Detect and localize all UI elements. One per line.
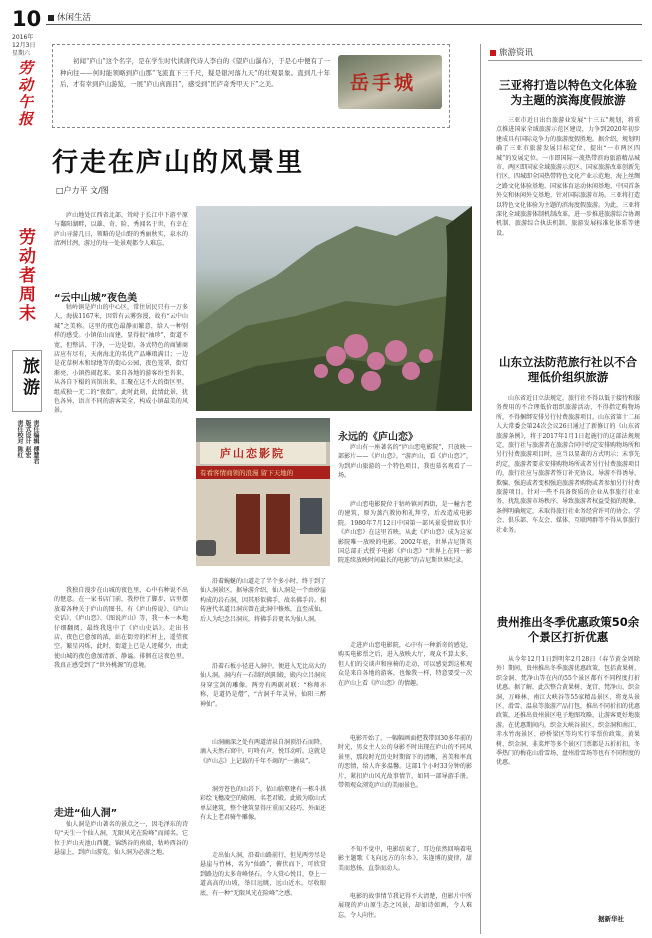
- article-title: 行走在庐山的风景里: [52, 148, 305, 178]
- cinema-photo: [196, 418, 330, 566]
- news-headline-shandong: 山东立法防范旅行社以不合理低价组织旅游: [499, 355, 637, 384]
- col3-para3: 走进庐山恋电影院，心中有一种新奇的感觉，购买电影票之后，进入放映大厅，观众不算太多，但人们的交谈声和座椅的走动，可以感觉到这栋观众是来自各地的游客，也像我一样，特意要受一次在庐山上看《庐山恋》的情趣。: [338, 642, 472, 687]
- subhead-cloud-city: “云中山城”夜色美: [54, 293, 138, 304]
- col3-para4: 电影开始了，一幅幅画面把我带回30多年前的时光，男女主人公的身影不时出现在庐山的不同风景里，那段时光历史时期留下的清晰，善美和率真的恋情，给人许多温馨。这部1个小时33分钟的影片，紧扣庐山风光故事情节，如同一部导游手册，带领观众浏览庐山的美丽景色。: [338, 735, 472, 790]
- section-square-icon: [48, 15, 54, 21]
- intro-text: 初闻“庐山”这个名字，是在学生时代读唐代诗人李白的《望庐山瀑布》，于是心中便有了一种向往——何时能领略到庐山那“飞流直下三千尺，疑是银河落九天”的壮观景象。直到几十年后，才有幸到庐山游览，一展“庐山真面目”，感受到“匡庐奇秀甲天下”之美。: [60, 57, 330, 88]
- news-header: 旅游资讯: [499, 48, 534, 58]
- col2-para4: 洞旁苍色的山岩下，依山临壑建有一栋斗拱彩绘飞檐凌空的殿阁，名老君殿。此殿为歇山式单层建筑，整个建筑显得庄重而又轻巧，外面还有太上老君骑牛雕像。: [200, 786, 326, 822]
- travel-label-box: [12, 350, 42, 412]
- credit-3: 责任校对 陈红: [16, 420, 23, 459]
- subhead-lushan-love: 永远的《庐山恋》: [338, 432, 418, 443]
- col2-para1: 沿着蜿蜒的山道走了半个多小时，终于到了仙人洞景区。据导游介绍，仙人洞是一个由砂崖构成的岩石洞，因其形似佛手，故名佛手岩。相传唐代名道吕洞宾曾在此洞中修炼，直至成仙，后人为纪念吕洞宾，将佛手岩更名为仙人洞。: [200, 578, 326, 623]
- cinema-sign-text: 庐山恋影院: [220, 447, 285, 460]
- mountain-illustration: [196, 206, 472, 411]
- column-divider: [480, 44, 481, 934]
- news-headline-sanya: 三亚将打造以特色文化体验为主题的滨海度假旅游: [499, 78, 637, 107]
- col1-para1: 庐山地处江西省北部，耸峙于长江中下游平原与鄱阳湖畔，以雄、奇、险、秀闻名于世，有幸在庐山寻游几日，领略的是山野的秀丽秋实，泉水的清冽甘洌，游过的每一处景观都令人难忘。: [54, 212, 188, 248]
- news-body-shandong: 山东省近日立法规定，旅行社不得以低于接待和服务费用的不合理低价组织旅游活动，不得指定购物场所，不得捆绑安排另行付费旅游项目。山东省第十二届人大常委会第24次会议26日通过了新修订的《山东省旅游条例》，将于2017年1月1日起施行的这部法规规定，旅行社与旅游者在旅游合同中约定安排购物场所和另行付费旅游项目时，应当以显著的方式明示；未事先约定，旅游者要求安排购物场所或者另行付费旅游项目的，旅行社应与旅游者签订补充协议。导游不得诱导、欺骗、强迫或者变相强迫旅游者购物或者参加另行付费旅游项目。针对一些不具备资质的企业从事旅行社业务，扰乱旅游市场秩序，导致旅游者权益受损的现象，条例明确规定，未取得旅行社业务经营许可的协会、学会、俱乐部、车友会、媒体、互联网群等不得从事旅行社业务。: [496, 395, 640, 534]
- news-body-guizhou: 从今年12月1日到明年2月28日（春节黄金周除外）期间，贵州推出冬季旅游优惠政策，包括黄果树、织金洞、梵净山等在内的55个景区都有不同程度打折优惠。据了解，此次整合黄果树、龙宫、梵净山、织金洞、万峰林、南江大峡谷等55家精品景区，将龙头景区、滑雪、温泉等旅游产品打包，推出不同折扣的优惠政策，还推出贵州景区电子地图攻略，让游客更好地旅游。在优惠期间内，织金大峡谷景区、织金洞和南江、赤水竹海景区、砂桥梁区等均实行零票价政策。黄果树、织金洞、韭菜坪等多个景区门票都是五折折扣，冬季热门的梅花山滑雪场、盘州滑雪场等也有不同程度的优惠。: [496, 656, 640, 767]
- news-headline-guizhou: 贵州推出冬季优惠政策50余个景区打折优惠: [496, 615, 640, 644]
- news-body-sanya: 三亚市近日出台旅游业发展“十三五”规划，将重点推进国家全域旅游示范区建设，力争到2020年初步建成具有国际竞争力的旅游度假胜地。据介绍，规划明确了三亚市旅游发展目标定位，提出“一市两区四城”的发展定位。一市即国际一流热带滨海旅游精品城市，两区即国家全域旅游示范区、国家旅游改革创新先行区，四城即全国热带特色文化产业示范地、海上丝绸之路文化体验基地、国家体育运动休闲基地、中国首条外交和休闲外交基地、针对国际旅游市场。三亚将打造以特色文化体验为主题的滨海度假旅游。为此，三亚将深化全域旅游体制机制改革，进一步推进旅游综合协调机制、旅游综合执法机制、旅游发展标准化体系等建设。: [496, 117, 640, 237]
- section-name: 休闲生活: [57, 13, 92, 23]
- col1-para4: 仙人洞是庐山著名的景点之一，因毛泽东的诗句“天生一个仙人洞，无限风光在险峰”而闻名。它位于庐山天池山西麓，锦绣谷的南端，牯岭西谷的悬崖上，到庐山游览，仙人洞为必游之地。: [54, 821, 188, 857]
- col2-para2: 沿着石板小径进入洞中，便进入无比高大的仙人洞。洞内有一石制的纯阳殿，殿内立吕洞宾身穿宝剑的雕像。两旁有两副对联：“称师亦称，是道仍是僧”，“古洞千年灵异，仙阳三醉神仙”。: [200, 663, 326, 708]
- paper-logo: 劳动午报: [16, 60, 34, 128]
- cinema-roof: [196, 418, 330, 442]
- cinema-banner: [196, 466, 330, 479]
- cinema-sign: [200, 442, 326, 464]
- rock-inscription: 岳手城: [350, 72, 417, 94]
- col1-para2: 牯岭镇是庐山的中心区，常住居民只有一万多人，海拔1167米，因常有云雾弥漫，故有“云中山城”之美称。这里的夜色最静而繁意，给人一种别样的感受。小镇依山而建，显得很“袖珍”，街道不宽，但整洁、干净，一边是街，各式特色的商铺商店应有尽有，天南海北的名优产品琳琅满目；一边是花草树木和绿地等的街心公园，夜色笼罩，街灯渐亮，小镇热闹起来。来自各地的游客纷至沓来，从各自下榻的宾馆出来，汇聚在这不大的街区里，组成独一无二的“夜街”，此时此刻，此情此景，犹色各异，语言不同的游客笑全，构成小镇最美的风景。: [54, 304, 188, 415]
- credit-2: 版式设计 赵宏: [24, 420, 31, 459]
- article-byline: □户力平 文/图: [56, 186, 109, 195]
- page-number: 10: [12, 7, 42, 31]
- cinema-door-left: [236, 494, 260, 554]
- col3-para6: 电影的故事情节我记得不大清楚，但影片中所展现的庐山原生态之风景，却如诗如画，令人难忘，令人向往。: [338, 893, 472, 919]
- parked-car: [196, 540, 216, 556]
- cinema-banner-text: 有看客情商领的浪漫 留下天地的: [200, 469, 294, 477]
- date-line-2: 12月3日: [12, 42, 36, 49]
- col2-para3: 山洞幽深之处有两道清泉自洞顶沿石而降，滴入天然石窝中，叮咚有声，悦耳动听。这就是《庐山志》上记载的千年不竭的“一滴泉”。: [200, 739, 326, 765]
- masthead-rule: [46, 24, 642, 25]
- col3-para1: 庐山有一座著名的“庐山恋电影院”，只放映一部影片——《庐山恋》。“游庐山，看《庐山恋》”，为到庐山旅游的一个特色项目，我也慕名观看了一场。: [338, 444, 472, 480]
- rock-inscription-photo: [338, 55, 442, 109]
- subhead-fairy-cave: 走进“仙人洞”: [54, 808, 118, 819]
- news-header-rule: [488, 60, 642, 61]
- weekend-label: 劳动者周末: [15, 228, 35, 323]
- news-credit: 据新华社: [598, 915, 624, 923]
- col1-para3: 我独自漫步在山城的夜色里，心中有种说不出的惬意。在一家书店门前，我停住了脚步，店里摆放着各种关于庐山的图书，有《庐山传说》、《庐山史话》、《庐山恋》、《图说庐山》等，我一本一本地仔细翻阅，最终我选中了《庐山史话》。走出书店，夜色已愈加的浓，站在街旁的栏杆上，遥望夜空，繁星闪烁，此时，街道上已是人迹稀少，由此使山城的夜色愈加清新、静谧。徘徊在这夜色里，我真正感受到了“世外桃源”的意境。: [54, 587, 188, 670]
- lushan-mountain-photo: [196, 206, 472, 411]
- news-header-icon: [490, 50, 496, 56]
- cinema-window: [300, 498, 322, 534]
- col2-para5: 走出仙人洞，沿着山路前行，但见两旁尽是悬崖与竹林，名为“仙路”，俯伏而下，可欣赏到路边的太多奇峰怪石，令人赏心悦目，登上一道高高的山坡，举目远眺，远山近水，尽收眼底，有一种“无限风光在险峰”之感。: [200, 852, 326, 897]
- date-line-1: 2016年: [12, 34, 34, 41]
- credit-1: 责任编辑 傅慧君: [32, 420, 39, 465]
- col3-para5: 不知不觉中，电影结束了，耳边依然回响着电影主题歌《飞向远方的尔乡》。朱逢博的旋律，甜美而悠扬，直拳而动人。: [338, 846, 472, 872]
- date-line-3: 星期六: [12, 50, 31, 57]
- col3-para2: 庐山恋电影院位于牯岭镇河西街，是一幢古老的建筑，原为蒸汽教协和礼拜堂，后改造成电影院。1980年7月12日中国第一部风景爱情故事片《庐山恋》在这里首映，从此《庐山恋》成为这家影院唯一放映的电影。2002年底，世界吉尼斯英国总部正式授予电影《庐山恋》“世界上在同一影院连续放映时间最长的电影”的吉尼斯世界纪录。: [338, 501, 472, 565]
- travel-label: 旅游: [19, 357, 39, 399]
- cinema-door-right: [266, 494, 290, 554]
